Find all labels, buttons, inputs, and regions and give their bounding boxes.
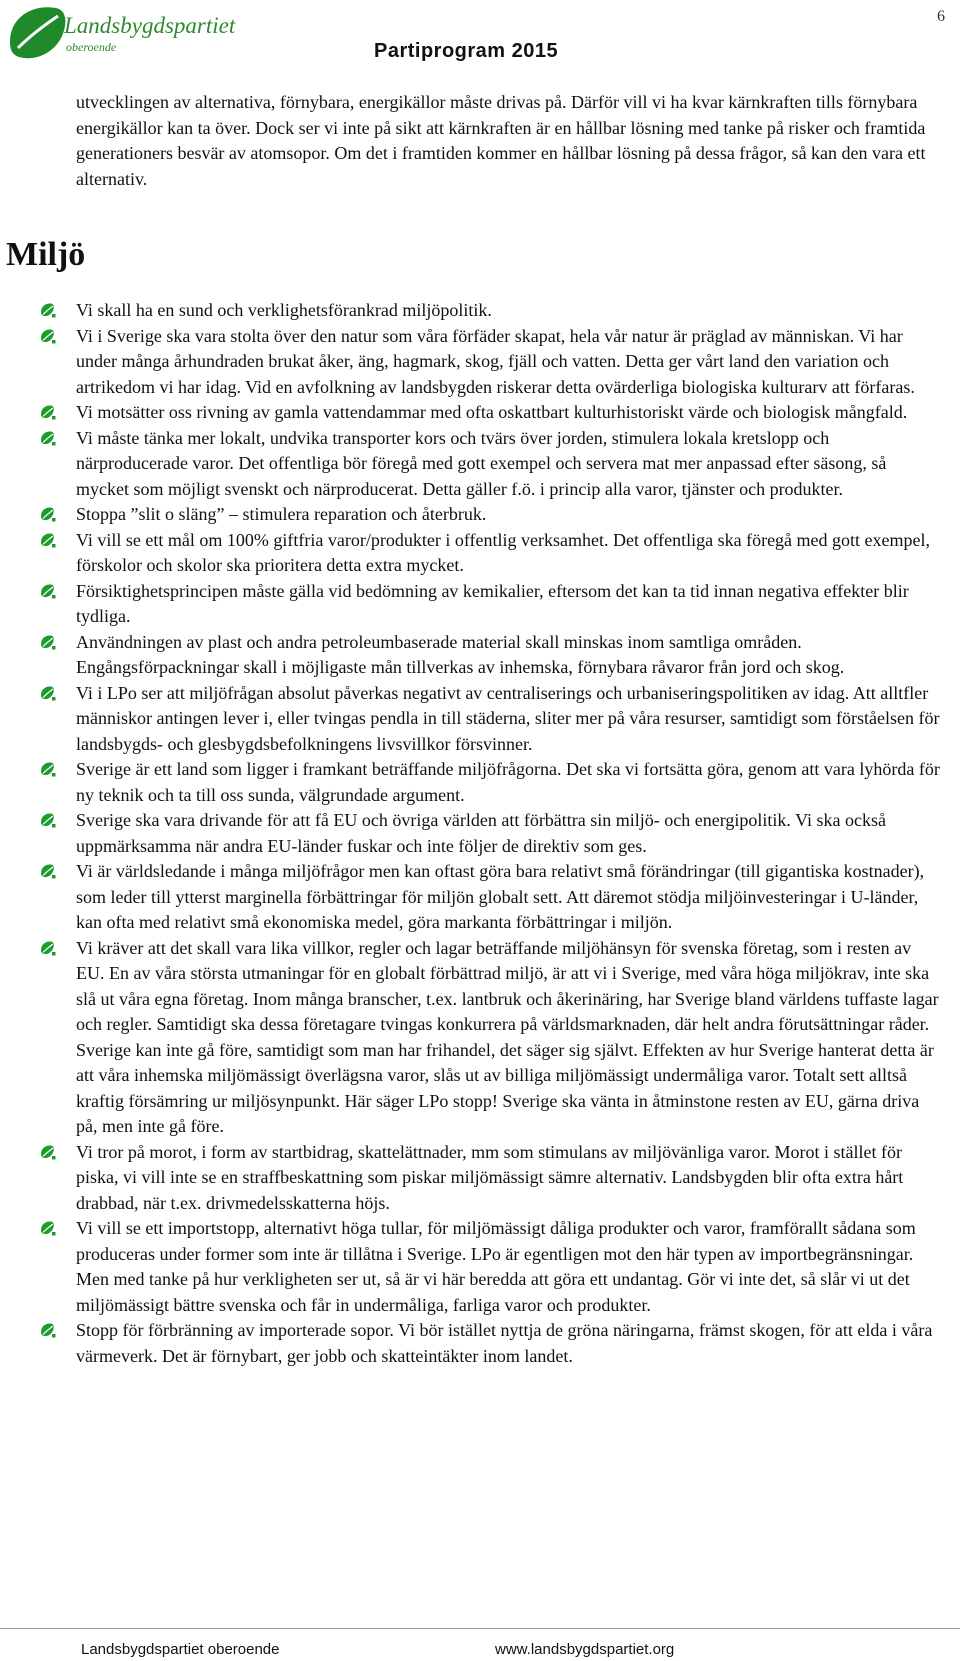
footer-party-name: Landsbygdspartiet oberoende <box>81 1641 280 1658</box>
leaf-bullet-icon <box>40 430 56 446</box>
list-item <box>40 630 940 681</box>
bullet-text: Användningen av plast och andra petroleumbaserade material skall minskas inom samtliga områden. Engångsförpackningar skall i möjligaste mån tillverkas av inhemska, förnybara råvaror från jord och skog. <box>76 631 845 677</box>
leaf-bullet-icon <box>40 940 56 956</box>
list-item <box>40 936 940 1140</box>
bullet-text: Sverige ska vara drivande för att få EU och övriga världen att förbättra sin miljö- och energipolitik. Vi ska också uppmärksamma när andra EU-länder fuskar och inte följer de direktiv som ges. <box>76 810 886 856</box>
list-item <box>40 1318 940 1369</box>
bullet-text: Vi måste tänka mer lokalt, undvika transporter kors och tvärs över jorden, stimulera lokala kretslopp och närproducerade varor. Det offentliga bör föregå med gott exempel och servera mat mer anpassad efter säsong, så mycket som möjligt svenskt och närproducerat. Detta gäller f.ö. i princip alla varor, tjänster och produkter. <box>76 427 887 499</box>
list-item <box>40 757 940 808</box>
list-item <box>40 1216 940 1318</box>
leaf-bullet-icon <box>40 634 56 650</box>
leaf-bullet-icon <box>40 1144 56 1160</box>
bullet-text: Vi är världsledande i många miljöfrågor men kan oftast göra bara relativt små förändringar (till gigantiska kostnader), som leder till ytterst marginella förbättringar för miljön globalt sett. Att däremot stödja miljöinvesteringar i U-länder, kan ofta med relativt små ekonomiska medel, göra markanta förbättringar i miljön. <box>76 861 925 932</box>
leaf-bullet-icon <box>40 532 56 548</box>
document-title: Partiprogram 2015 <box>374 40 559 62</box>
logo-name: Landsbygdspartiet <box>64 13 236 38</box>
bullet-list <box>40 298 940 1369</box>
leaf-bullet-icon <box>40 506 56 522</box>
leaf-bullet-icon <box>40 1322 56 1338</box>
list-item <box>40 400 940 426</box>
list-item <box>40 528 940 579</box>
list-item <box>40 298 940 324</box>
list-item <box>40 324 940 401</box>
section-heading: Miljö <box>6 236 86 273</box>
list-item <box>40 1140 940 1217</box>
leaf-bullet-icon <box>40 761 56 777</box>
leaf-bullet-icon <box>40 863 56 879</box>
leaf-bullet-icon <box>40 583 56 599</box>
footer-website: www.landsbygdspartiet.org <box>495 1641 675 1658</box>
list-item <box>40 426 940 503</box>
bullet-text: Stoppa ”slit o släng” – stimulera reparation och återbruk. <box>76 504 487 524</box>
intro-paragraph: utvecklingen av alternativa, förnybara, energikällor måste drivas på. Därför vill vi ha kvar kärnkraften tills förnybara energikällor kan ta över. Dock ser vi inte på sikt att kärnkraften är en hållbar lösning med tanke på risker och framtida generationers besvär av atomsopor. Om det i framtiden kommer en hållbar lösning på dessa frågor, så kan den vara ett alternativ. <box>76 92 926 189</box>
leaf-bullet-icon <box>40 302 56 318</box>
bullet-text: Vi i LPo ser att miljöfrågan absolut påverkas negativt av centraliserings och urbaniseringspolitiken av idag. Att alltfler människor antingen lever i, eller tvingas pendla in till städerna, sliter mer på våra resurser, samtidigt som förståelsen för landsbygds- och glesbygdsbefolkningens livsvillkor försvinner. <box>76 682 940 754</box>
logo-subtitle: oberoende <box>66 40 117 54</box>
list-item <box>40 808 940 859</box>
bullet-text: Försiktighetsprincipen måste gälla vid bedömning av kemikalier, eftersom det kan ta tid innan negativa effekter blir tydliga. <box>76 580 909 626</box>
list-item <box>40 502 940 528</box>
list-item <box>40 681 940 758</box>
bullet-text: Sverige är ett land som ligger i framkant beträffande miljöfrågorna. Det ska vi fortsätta göra, genom att vara lyhörda för ny teknik och ta till oss sunda, välgrundade argument. <box>76 759 940 805</box>
list-item <box>40 579 940 630</box>
leaf-bullet-icon <box>40 328 56 344</box>
page-number: 6 <box>937 8 945 25</box>
list-item <box>40 859 940 936</box>
bullet-text: Vi tror på morot, i form av startbidrag, skattelättnader, mm som stimulans av miljövänliga varor. Morot i stället för piska, vi vill inte se en straffbeskattning som piskar miljömässigt sämre alternativ. Landsbygden blir ofta extra hårt drabbad, när t.ex. drivmedelsskatterna höjs. <box>76 1141 904 1213</box>
bullet-text: Stopp för förbränning av importerade sopor. Vi bör istället nyttja de gröna näringarna, främst skogen, för att elda i våra värmeverk. Det är förnybart, ger jobb och skatteintäkter inom landet. <box>76 1320 933 1366</box>
page-header <box>0 0 960 70</box>
leaf-bullet-icon <box>40 1220 56 1236</box>
footer-divider <box>0 1628 960 1629</box>
leaf-bullet-icon <box>40 812 56 828</box>
bullet-text: Vi i Sverige ska vara stolta över den natur som våra förfäder skapat, hela vår natur är präglad av människan. Vi har under många århundraden brukat åker, äng, hagmark, skog, fjäll och vatten. Detta ger vårt land den variation och artrikedom vi har idag. Vid en avfolkning av landsbygden riskerar detta ovärderliga biologiska kulturarv att förfaras. <box>76 325 915 397</box>
bullet-text: Vi kräver att det skall vara lika villkor, regler och lagar beträffande miljöhänsyn för svenska företag, som i resten av EU. En av våra största utmaningar för en globalt förbättrad miljö, är att vi i Sverige, med våra höga miljökrav, inte ska slå ut våra egna företag. Inom många branscher, t.ex. lantbruk och åkerinäring, har Sverige bland världens tuffaste lagar och regler. Samtidigt ska dessa företagare tvingas konkurrera på världsmarknaden, där helt andra förutsättningar råder. Sverige kan inte gå före, samtidigt som man har frihandel, det säger sig självt. Effekten av hur Sverige hanterat detta är att våra inhemska miljömässigt överlägsna varor, slås ut av billiga miljömässigt undermåliga varor. Totalt sett alltså kraftig försämring ur miljösynpunkt. Här säger LPo stopp! Sverige ska vänta in åtminstone resten av EU, gärna driva på, men inte gå före. <box>76 937 939 1136</box>
bullet-text: Vi skall ha en sund och verklighetsförankrad miljöpolitik. <box>76 300 492 320</box>
bullet-text: Vi vill se ett mål om 100% giftfria varor/produkter i offentlig verksamhet. Det offentliga ska föregå med gott exempel, förskolor och skolor ska prioritera detta extra mycket. <box>76 529 931 575</box>
bullet-text: Vi vill se ett importstopp, alternativt höga tullar, för miljömässigt dåliga produkter och varor, framförallt sådana som produceras under former som inte är tillåtna i Sverige. LPo är egentligen mot den här typen av importbegränsningar. Men med tanke på hur verkligheten ser ut, så är vi här beredda att göra ett undantag. Gör vi inte det, så slår vi ut det miljömässigt bättre svenska och får in undermåliga, farliga varor och produkter. <box>76 1218 916 1315</box>
bullet-text: Vi motsätter oss rivning av gamla vattendammar med ofta oskattbart kulturhistoriskt värde och biologisk mångfald. <box>76 402 908 422</box>
leaf-bullet-icon <box>40 404 56 420</box>
leaf-bullet-icon <box>40 685 56 701</box>
